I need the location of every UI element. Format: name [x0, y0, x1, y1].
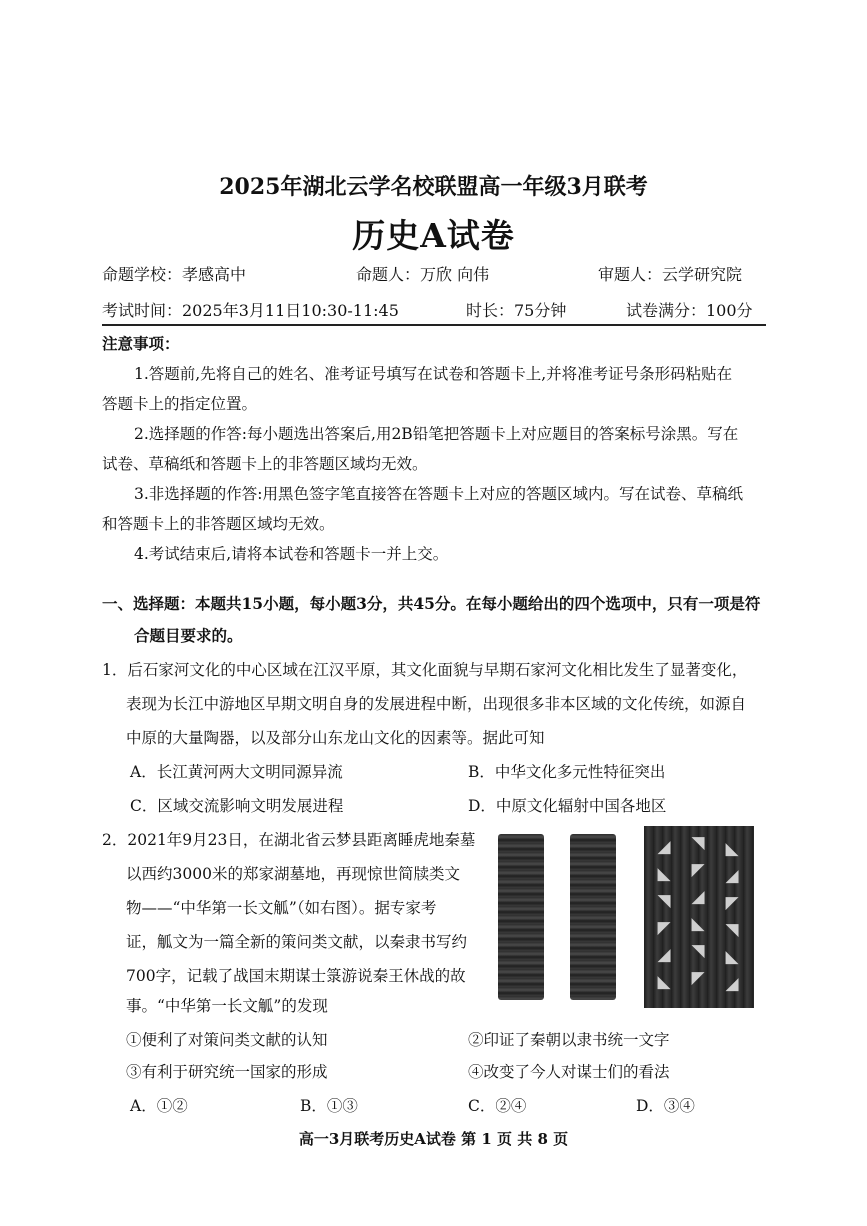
question-2-statement-4: ④改变了今人对谋士们的看法 — [468, 1063, 670, 1081]
page-footer: 高一3月联考历史A试卷 第 1 页 共 8 页 — [298, 1130, 569, 1148]
exam-title: 2025年湖北云学名校联盟高一年级3月联考 — [219, 174, 648, 200]
notice-item-2-cont: 试卷、草稿纸和答题卡上的非答题区域均无效。 — [102, 455, 428, 473]
question-setters: 命题人：万欣 向伟 — [356, 265, 490, 284]
reviewer: 审题人：云学研究院 — [598, 265, 743, 284]
question-2-statement-3: ③有利于研究统一国家的形成 — [126, 1063, 328, 1081]
slip-side-1 — [498, 834, 544, 1000]
question-2-stem-5: 700字，记载了战国末期谋士箓游说秦王休战的故 — [126, 967, 466, 985]
question-2-stem: 2．2021年9月23日，在湖北省云梦县距离睡虎地秦墓 — [102, 831, 476, 849]
question-1-stem: 1．后石家河文化的中心区域在江汉平原，其文化面貌与早期石家河文化相比发生了显著变化， — [102, 661, 748, 679]
exam-duration: 时长：75分钟 — [466, 301, 567, 320]
question-2-stem-4: 证，觚文为一篇全新的策问类文献，以秦隶书写约 — [126, 933, 468, 951]
question-1-stem-2: 表现为长江中游地区早期文明自身的发展进程中断，出现很多非本区域的文化传统，如源自 — [126, 695, 747, 713]
question-2-statement-1: ①便利了对策问类文献的认知 — [126, 1031, 328, 1049]
slip-writing-column: ◢ ◣ ◥ ◤ ◢ ◣ — [657, 837, 671, 992]
section-heading: 一、选择题：本题共15小题，每小题3分，共45分。在每小题给出的四个选项中，只有一项是符 — [102, 594, 761, 613]
question-2-stem-6: 事。“中华第一长文觚”的发现 — [126, 997, 328, 1015]
question-2-option-c: C．②④ — [468, 1097, 527, 1115]
notice-heading: 注意事项： — [102, 334, 180, 353]
question-2-stem-2: 以西约3000米的郑家湖墓地，再现惊世简牍类文 — [126, 865, 460, 883]
question-2-option-a: A．①② — [130, 1097, 188, 1115]
question-2-option-b: B．①③ — [300, 1097, 358, 1115]
question-1-option-c: C．区域交流影响文明发展进程 — [130, 797, 344, 815]
question-1-option-b: B．中华文化多元性特征突出 — [468, 763, 666, 781]
header-divider — [102, 324, 766, 326]
notice-item-1-cont: 答题卡上的指定位置。 — [102, 395, 258, 413]
question-1-option-a: A．长江黄河两大文明同源异流 — [130, 763, 343, 781]
question-2-statement-2: ②印证了秦朝以隶书统一文字 — [468, 1031, 670, 1049]
notice-item-2: 2.选择题的作答:每小题选出答案后,用2B铅笔把答题卡上对应题目的答案标号涂黑。写在 — [134, 425, 739, 443]
slip-writing-column: ◥ ◤ ◢ ◣ ◥ ◤ — [691, 833, 705, 988]
slip-closeup — [644, 826, 754, 1008]
slip-side-2 — [570, 834, 616, 1000]
paper-title: 历史A试卷 — [352, 216, 515, 255]
notice-item-1: 1.答题前,先将自己的姓名、准考证号填写在试卷和答题卡上,并将准考证号条形码粘贴在 — [134, 365, 733, 383]
notice-item-3-cont: 和答题卡上的非答题区域均无效。 — [102, 515, 335, 533]
notice-item-3: 3.非选择题的作答:用黑色签字笔直接答在答题卡上对应的答题区域内。写在试卷、草稿纸 — [134, 485, 744, 503]
question-1-stem-3: 中原的大量陶器，以及部分山东龙山文化的因素等。据此可知 — [126, 729, 545, 747]
question-2-stem-3: 物——“中华第一长文觚”（如右图）。据专家考 — [126, 899, 437, 917]
exam-time: 考试时间：2025年3月11日10:30-11:45 — [102, 301, 399, 320]
question-1-option-d: D．中原文化辐射中国各地区 — [468, 797, 667, 815]
bamboo-slip-photo — [492, 826, 754, 1008]
question-2-option-d: D．③④ — [636, 1097, 695, 1115]
notice-item-4: 4.考试结束后,请将本试卷和答题卡一并上交。 — [134, 545, 449, 563]
setting-school: 命题学校：孝感高中 — [102, 265, 247, 284]
slip-writing-column: ◣ ◢ ◤ ◥ ◣ ◢ — [725, 839, 739, 994]
section-heading-cont: 合题目要求的。 — [134, 626, 243, 645]
full-score: 试卷满分：100分 — [626, 301, 753, 320]
